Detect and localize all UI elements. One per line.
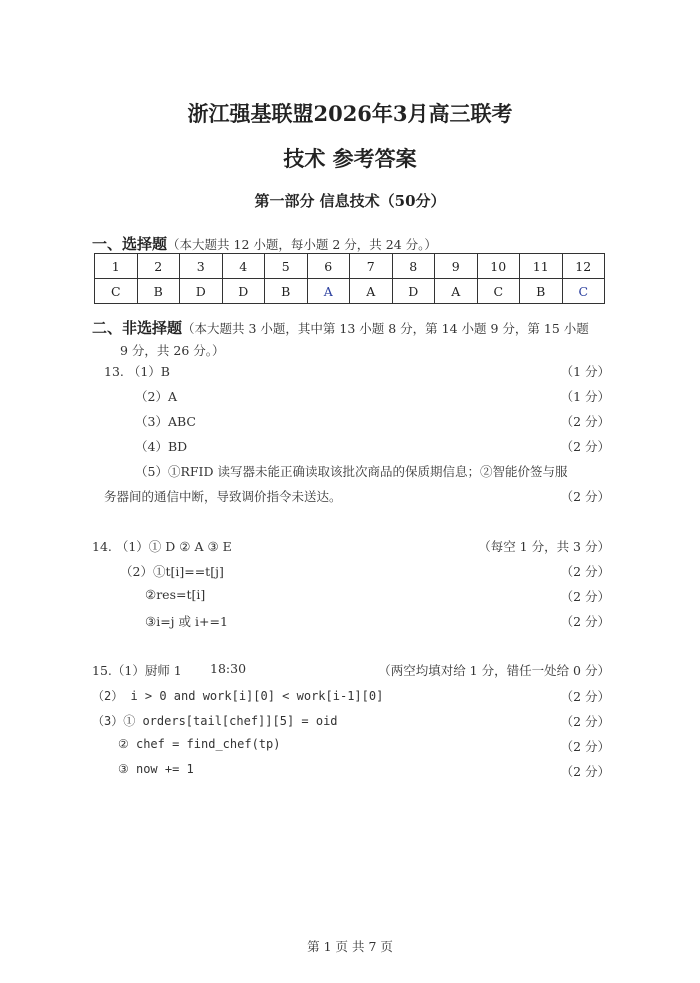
q14-score-2-2: （2 分）: [560, 589, 610, 604]
q13-item-2: （2）A: [135, 389, 177, 404]
page-footer: 第 1 页 共 7 页: [307, 939, 393, 954]
answer-cell: A: [435, 279, 478, 304]
answer-cell: C: [562, 279, 605, 304]
question-number: 12: [562, 254, 605, 279]
question-number: 8: [392, 254, 435, 279]
q14-item-2-3: ③i=j 或 i+=1: [145, 614, 228, 629]
answer-cell: B: [265, 279, 308, 304]
document-title: 浙江强基联盟2026年3月高三联考: [187, 101, 513, 126]
q13-score-4: （2 分）: [560, 439, 610, 454]
answer-cell: D: [222, 279, 265, 304]
mc-heading: 一、选择题: [92, 235, 168, 253]
q15-score-3-3: （2 分）: [560, 764, 610, 779]
q15-line-1b: 18:30: [210, 661, 247, 676]
answer-cell: C: [95, 279, 138, 304]
mc-section: [92, 233, 437, 254]
nonmc-note-line2: 9 分，共 26 分。）: [120, 343, 225, 358]
q15-item-3-1: （3）① orders[tail[chef]][5] = oid: [92, 714, 338, 728]
mc-note: （本大题共 12 小题，每小题 2 分，共 24 分。）: [167, 237, 437, 252]
question-number: 1: [95, 254, 138, 279]
q13-score-1: （1 分）: [560, 364, 610, 379]
answer-cell: A: [307, 279, 350, 304]
q15-item-2: （2） i > 0 and work[i][0] < work[i-1][0]: [92, 689, 384, 703]
q15-score-2: （2 分）: [560, 689, 610, 704]
question-number: 10: [477, 254, 520, 279]
question-number: 6: [307, 254, 350, 279]
nonmc-note-line1: （本大题共 3 小题，其中第 13 小题 8 分，第 14 小题 9 分，第 15 小题: [182, 321, 589, 336]
question-number: 4: [222, 254, 265, 279]
q13-score-3: （2 分）: [560, 414, 610, 429]
q13-item-5-line1: （5）①RFID 读写器未能正确读取该批次商品的保质期信息；②智能价签与服: [135, 464, 568, 479]
answer-cell: B: [520, 279, 563, 304]
q14-item-2-1: （2）①t[i]==t[j]: [120, 564, 224, 579]
q15-score-1: （两空均填对给 1 分，错任一处给 0 分）: [378, 663, 610, 678]
q13-item-1: 13. （1）B: [104, 364, 170, 379]
q14-score-2-3: （2 分）: [560, 614, 610, 629]
q13-item-5-line2: 务器间的通信中断，导致调价指令未送达。: [104, 489, 342, 504]
q14-line-1: 14. （1）① D ② A ③ E: [92, 539, 232, 554]
q14-score-2-1: （2 分）: [560, 564, 610, 579]
answer-cell: A: [350, 279, 393, 304]
question-number: 5: [265, 254, 308, 279]
document-subtitle: 技术 参考答案: [283, 146, 417, 171]
answer-cell: B: [137, 279, 180, 304]
q15-item-3-2: ② chef = find_chef(tp): [118, 737, 281, 751]
nonmc-heading: 二、非选择题: [92, 319, 183, 337]
question-number: 3: [180, 254, 223, 279]
answer-cell: C: [477, 279, 520, 304]
q15-item-3-3: ③ now += 1: [118, 762, 194, 776]
answer-table: [94, 253, 605, 304]
q15-score-3-2: （2 分）: [560, 739, 610, 754]
q13-score-5: （2 分）: [560, 489, 610, 504]
part-heading: 第一部分 信息技术（50分）: [254, 192, 446, 210]
q15-line-1a: 15.（1）厨师 1: [92, 663, 182, 678]
answer-table-number-row: [95, 254, 605, 279]
question-number: 11: [520, 254, 563, 279]
question-number: 2: [137, 254, 180, 279]
q14-item-2-2: ②res=t[i]: [145, 587, 206, 602]
question-number: 9: [435, 254, 478, 279]
q15-score-3-1: （2 分）: [560, 714, 610, 729]
answer-table-answer-row: [95, 279, 605, 304]
q14-score-1: （每空 1 分，共 3 分）: [478, 539, 610, 554]
q13-item-3: （3）ABC: [135, 414, 196, 429]
q13-score-2: （1 分）: [560, 389, 610, 404]
q13-item-4: （4）BD: [135, 439, 188, 454]
answer-cell: D: [180, 279, 223, 304]
answer-cell: D: [392, 279, 435, 304]
nonmc-section: [92, 317, 589, 338]
question-number: 7: [350, 254, 393, 279]
